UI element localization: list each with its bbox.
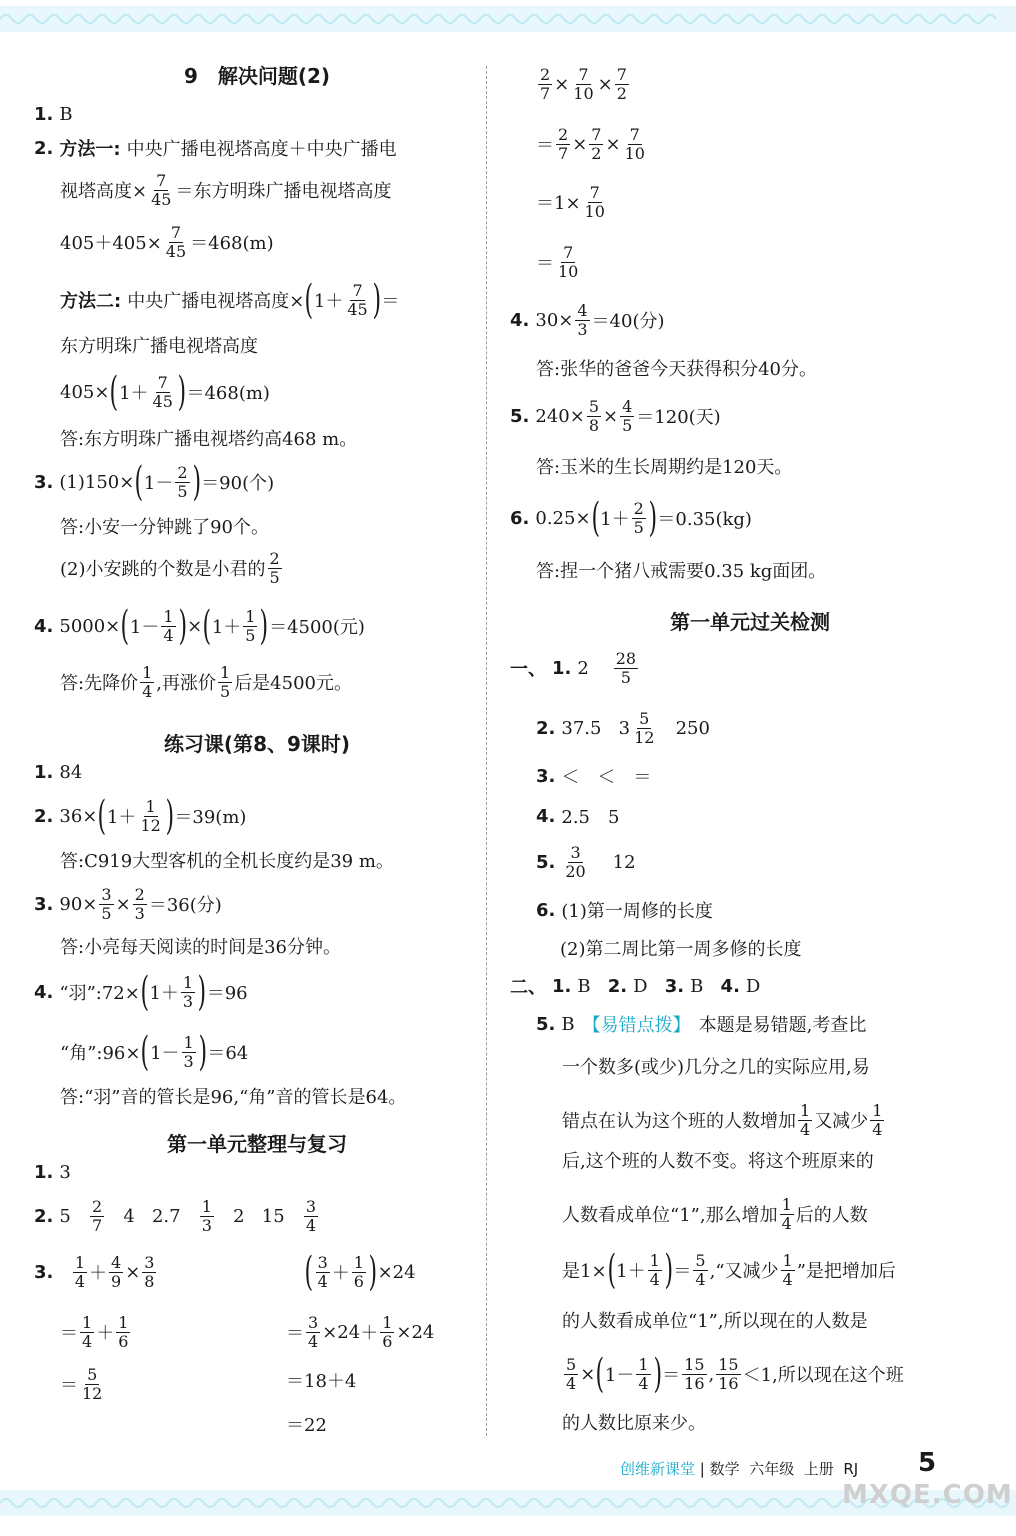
- answer-2-line2: 视塔高度× $\frac{7}{45}$ ＝东方明珠广播电视塔高度: [60, 170, 392, 209]
- page-number: 5: [918, 1448, 937, 1478]
- test-2-1to4: 二、 1. B 2. D 3. B 4. D: [510, 975, 761, 998]
- practice-2: 2. 36× ( 1＋ $\frac{1}{12}$ ) ＝39(m): [34, 793, 247, 839]
- answer-2-eq2: 405× ( 1＋ $\frac{7}{45}$ ) ＝468(m): [60, 369, 270, 415]
- practice-3: 3. 90× $\frac{3}{5}$ × $\frac{2}{3}$ ＝36(分): [34, 884, 222, 923]
- practice-3-conclusion: 答:小亮每天阅读的时间是36分钟。: [60, 937, 341, 958]
- test-2-5-line1: 5. B 【易错点拨】 本题是易错题,考查比: [536, 1004, 866, 1044]
- section-title-unit-test: 第一单元过关检测: [670, 610, 830, 634]
- answer-3-part2: (2)小安跳的个数是小君的 $\frac{2}{5}$: [60, 548, 280, 587]
- answer-right-4: 4. 30× $\frac{4}{3}$ ＝40(分): [510, 300, 665, 339]
- footer-grade: 六年级: [749, 1460, 795, 1478]
- top-wave-band: [0, 6, 1016, 32]
- footer-volume: 上册: [803, 1460, 834, 1478]
- review-3-left-1: 3. $\frac{1}{4}$ ＋ $\frac{4}{9}$ × $\frac{3}{8}$: [34, 1252, 155, 1291]
- test-1-3: 3. ＜ ＜ ＝: [536, 765, 652, 788]
- practice-4-conclusion: 答:“羽”音的管长是96,“角”音的管长是64。: [60, 1087, 407, 1108]
- answer-right-5: 5. 240× $\frac{5}{8}$ × $\frac{4}{5}$ ＝120(天): [510, 396, 721, 435]
- practice-2-conclusion: 答:C919大型客机的全机长度约是39 m。: [60, 851, 394, 872]
- review-3-left-2: ＝ $\frac{1}{4}$ ＋ $\frac{1}{6}$: [60, 1312, 129, 1351]
- calc-line-1: $\frac{2}{7}$ × $\frac{7}{10}$ × $\frac{7}{2}$: [540, 64, 627, 103]
- test-1-2: 2. 37.5 3 $\frac{5}{12}$ 250: [536, 708, 710, 747]
- section-title-9: 9 解决问题(2): [183, 64, 331, 88]
- review-3-left-3: ＝ $\frac{5}{12}$: [60, 1364, 103, 1403]
- footer-separator: |: [699, 1460, 705, 1478]
- review-3-right-2: ＝ $\frac{3}{4}$ ×24 ＋ $\frac{1}{6}$ ×24: [286, 1312, 435, 1351]
- test-1-6-part2: (2)第二周比第一周多修的长度: [560, 939, 802, 960]
- answer-4: 4. 5000× ( 1－ $\frac{1}{4}$ ) × ( 1＋ $\frac{1}{5}$ ) ＝4500(元): [34, 603, 365, 649]
- practice-4-yu: 4. “羽”:72× ( 1＋ $\frac{1}{3}$ ) ＝96: [34, 969, 248, 1015]
- column-divider: [486, 66, 487, 1436]
- section-title-review: 第一单元整理与复习: [167, 1132, 347, 1156]
- watermark: MXQE.COM: [842, 1480, 1013, 1510]
- paren-group: ( 1＋ $\frac{7}{45}$ ): [304, 277, 381, 323]
- review-3-right-4: ＝22: [286, 1415, 327, 1436]
- test-2-5-line6: 是1× ( 1＋ $\frac{1}{4}$ ) ＝ $\frac{5}{4}$ ,“又减少 $\frac{1}{4}$ ”是把增加后: [562, 1247, 896, 1293]
- answer-right-6: 6. 0.25× ( 1＋ $\frac{2}{5}$ ) ＝0.35(kg): [510, 495, 752, 541]
- answer-right-5-conclusion: 答:玉米的生长周期约是120天。: [536, 457, 793, 478]
- answer-2-eq1: 405＋405× $\frac{7}{45}$ ＝468(m): [60, 222, 274, 261]
- review-1: 1. 3: [34, 1161, 71, 1183]
- calc-line-3: ＝1× $\frac{7}{10}$: [536, 182, 605, 221]
- answer-2-method2-cont: 东方明珠广播电视塔高度: [60, 336, 258, 357]
- answer-4-conclusion: 答:先降价 $\frac{1}{4}$ ,再涨价 $\frac{1}{5}$ 后是4500元。: [60, 662, 352, 701]
- test-1-5: 5. $\frac{3}{20}$ 12: [536, 842, 636, 881]
- test-1-4: 4. 2.5 5: [536, 805, 620, 828]
- test-2-5-line2: 一个数多(或少)几分之几的实际应用,易: [562, 1057, 870, 1078]
- practice-1: 1. 84: [34, 761, 83, 783]
- footer-edition: RJ: [843, 1460, 859, 1478]
- brand-name: 创维新课堂: [620, 1460, 696, 1478]
- review-2: 2. 5 $\frac{2}{7}$ 4 2.7 $\frac{1}{3}$ 2 15 $\frac{3}{4}$: [34, 1196, 317, 1235]
- calc-line-4: ＝ $\frac{7}{10}$: [536, 242, 579, 281]
- review-3-right-1: ( $\frac{3}{4}$ ＋ $\frac{1}{6}$ ) ×24: [304, 1249, 416, 1295]
- test-1-1: 一、 1. 2 $\frac{28}{5}$: [510, 648, 637, 687]
- test-1-6: 6. (1)第一周修的长度: [536, 899, 713, 922]
- test-2-5-line4: 后,这个班的人数不变。将这个班原来的: [562, 1151, 874, 1172]
- section-title-practice: 练习课(第8、9课时): [163, 732, 351, 756]
- error-tip-tag: 【易错点拨】: [582, 1015, 691, 1036]
- test-2-5-line5: 人数看成单位“1”,那么增加 $\frac{1}{4}$ 后的人数: [562, 1194, 868, 1233]
- answer-1: 1. B: [34, 103, 73, 125]
- test-2-5-line9: 的人数比原来少。: [562, 1413, 706, 1434]
- answer-2-method2: 方法二: 中央广播电视塔高度× ( 1＋ $\frac{7}{45}$ ) ＝: [60, 277, 400, 323]
- footer-subject: 数学: [709, 1460, 740, 1478]
- answer-3-conclusion-1: 答:小安一分钟跳了90个。: [60, 517, 269, 538]
- calc-line-2: ＝ $\frac{2}{7}$ × $\frac{7}{2}$ × $\frac{7}{10}$: [536, 124, 645, 163]
- test-2-5-line7: 的人数看成单位“1”,所以现在的人数是: [562, 1311, 868, 1332]
- answer-2-conclusion: 答:东方明珠广播电视塔约高468 m。: [60, 429, 358, 450]
- footer-info: [620, 1458, 858, 1479]
- answer-2-line1: 2. 方法一: 中央广播电视塔高度＋中央广播电: [34, 137, 397, 160]
- review-3-right-3: ＝18＋4: [286, 1371, 357, 1392]
- answer-right-6-conclusion: 答:捏一个猪八戒需要0.35 kg面团。: [536, 561, 827, 582]
- practice-4-jiao: “角”:96× ( 1－ $\frac{1}{3}$ ) ＝64: [60, 1029, 249, 1075]
- test-2-5-line8: $\frac{5}{4}$ × ( 1－ $\frac{1}{4}$ ) ＝ $\frac{15}{16}$ , $\frac{15}{16}$ ＜1,所以现在这个班: [566, 1351, 904, 1397]
- fraction: $\frac{7}{45}$: [151, 170, 172, 209]
- answer-right-4-conclusion: 答:张华的爸爸今天获得积分40分。: [536, 359, 817, 380]
- answer-3: 3. (1)150× ( 1－ $\frac{2}{5}$ ) ＝90(个): [34, 459, 275, 505]
- test-2-5-line3: 错点在认为这个班的人数增加 $\frac{1}{4}$ 又减少 $\frac{1}{4}$: [562, 1100, 883, 1139]
- fraction: $\frac{7}{45}$: [165, 222, 187, 261]
